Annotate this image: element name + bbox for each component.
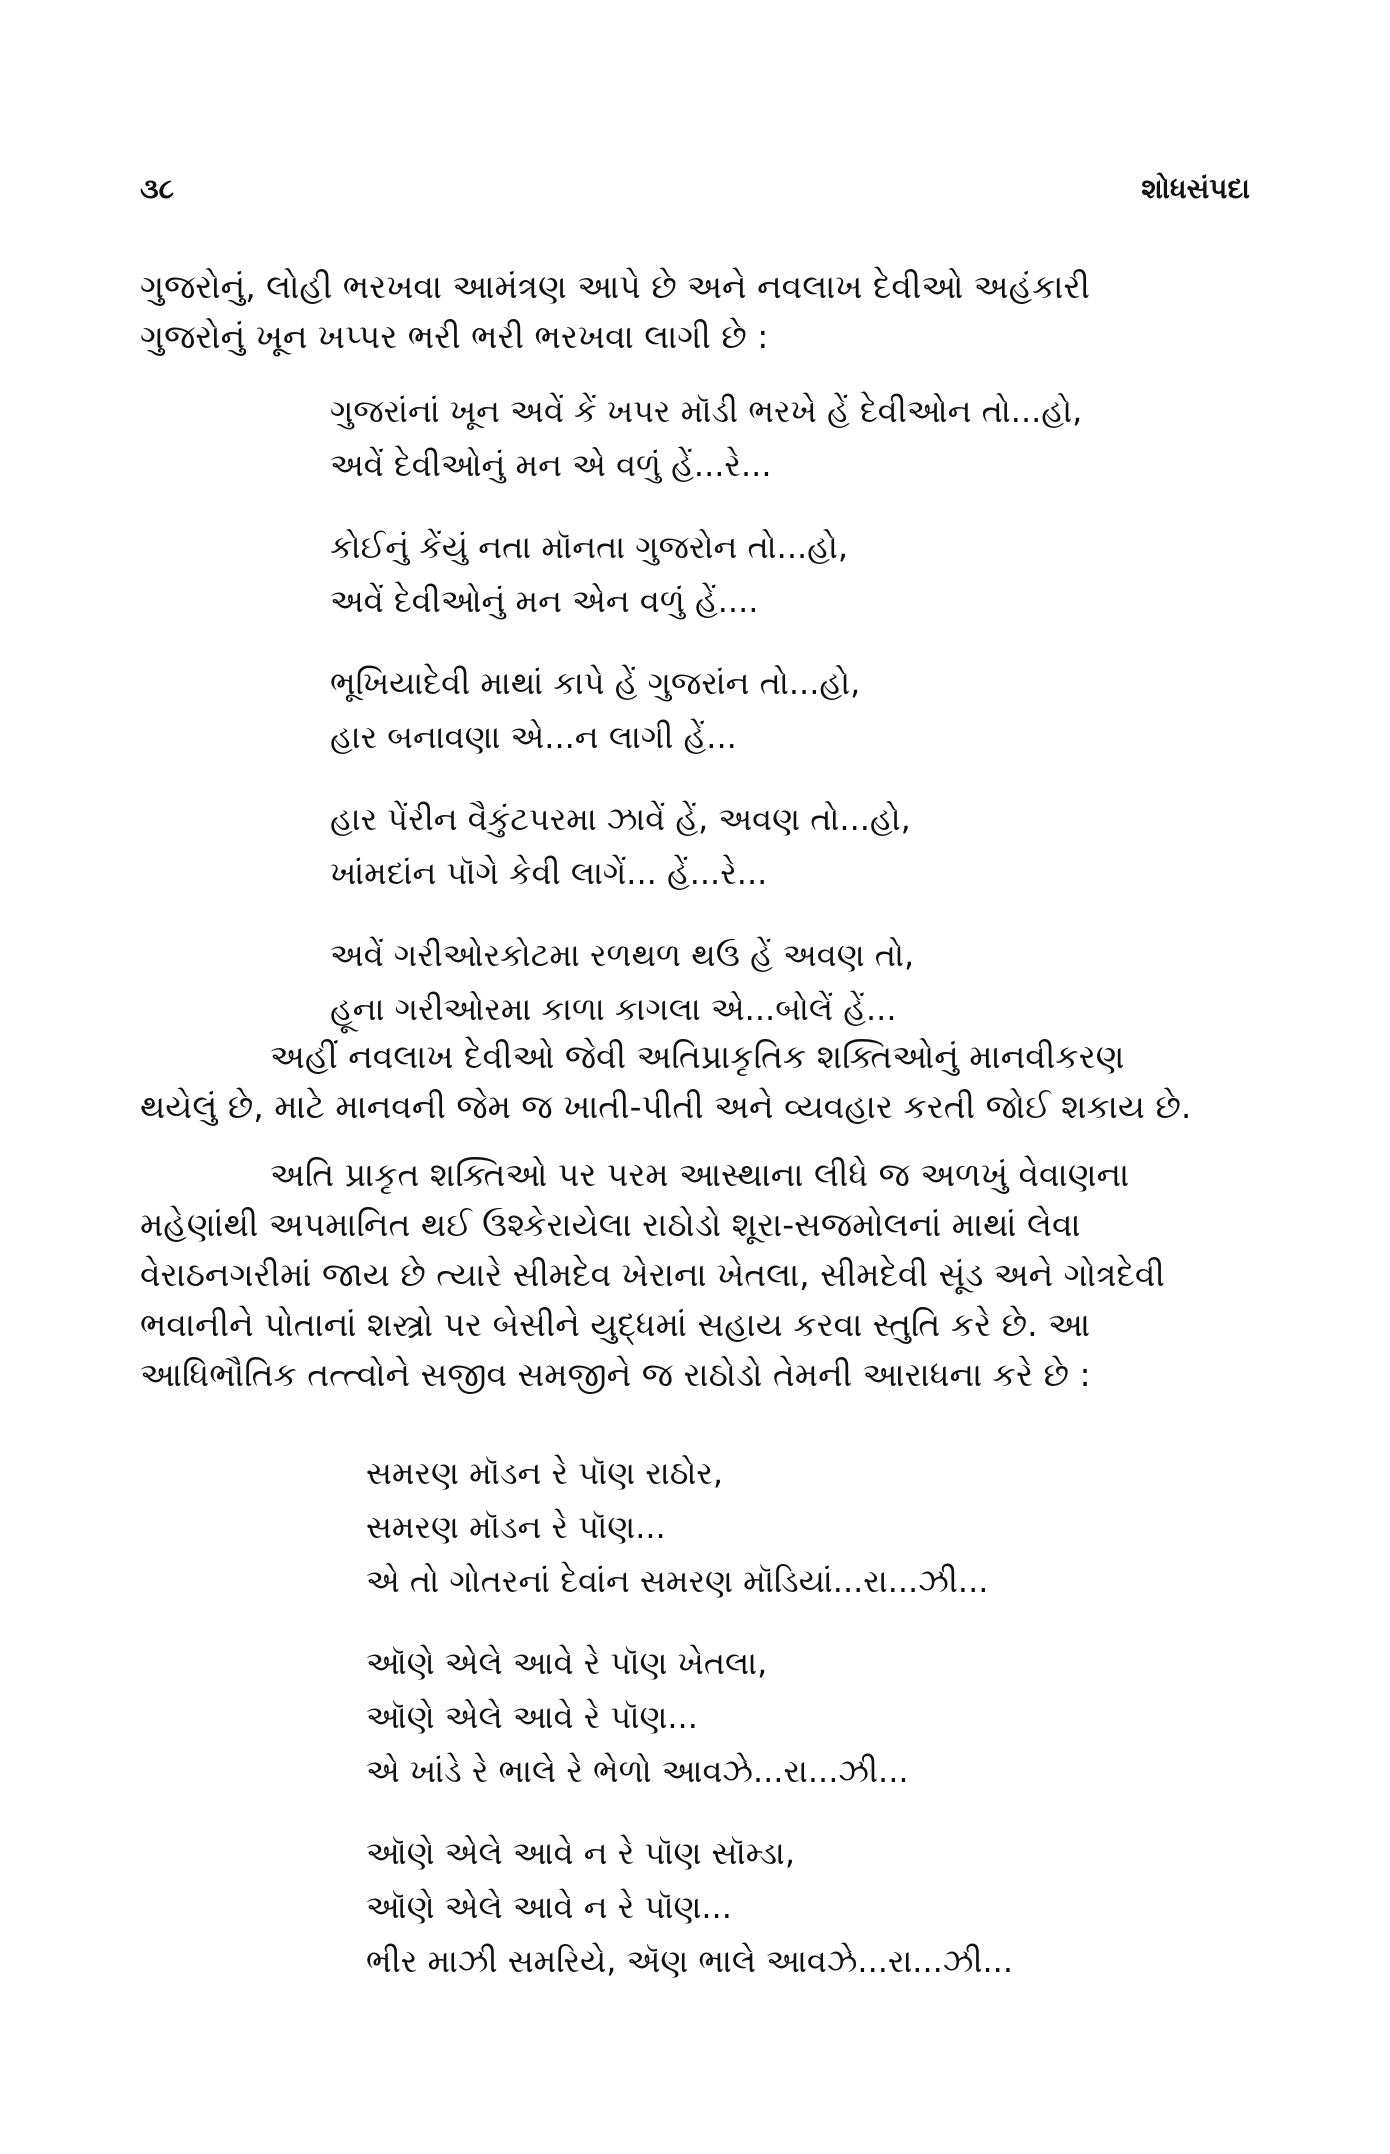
verse-line: અવેં દેવીઓનું મન એન વળું હેં.... — [330, 582, 759, 620]
verse-line: અવેં ગરીઓરકોટમા રળથળ થઉ હેં અવણ તો, — [330, 936, 915, 974]
verse-line: ભૂખિયાદેવી માથાં કાપે હેં ગુજરાંન તો...હો, — [330, 664, 861, 702]
text-line: વેરાઠનગરીમાં જાય છે ત્યારે સીમદેવ ખેરાના ખેતલા, સીમદેવી સૂંડ અને ગોત્રદેવી — [140, 1255, 1165, 1294]
verse-line: ઑણે એલે આવે રે પૉણ ખેતલા, — [366, 1644, 768, 1682]
intro-paragraph — [140, 262, 1250, 362]
paragraph-2 — [140, 1032, 1250, 1132]
verse-line: એ ખાંડે રે ભાલે રે ભેળો આવઝે...રા...ઝી... — [366, 1752, 909, 1790]
text-line: ગુજરોનું ખૂન ખપ્પર ભરી ભરી ભરખવા લાગી છે : — [140, 317, 769, 356]
page-header — [140, 172, 1250, 212]
verse-line: ઑણે એલે આવે ન રે પૉણ... — [366, 1888, 732, 1926]
verse-line: એ તો ગોતરનાં દેવાંન સમરણ મૉડિયાં...રા...ઝી... — [366, 1562, 989, 1600]
verse-line: હાર બનાવણા એ...ન લાગી હેં... — [330, 718, 737, 756]
text-line: અહીં નવલાખ દેવીઓ જેવી અતિપ્રાકૃતિક શક્તિઓનું માનવીકરણ — [270, 1037, 1125, 1076]
verse-line: હૂના ગરીઓરમા કાળા કાગલા એ...બોલેં હેં... — [330, 990, 897, 1028]
text-line: આધિભૌતિક તત્ત્વોને સજીવ સમજીને જ રાઠોડો તેમની આરાધના કરે છે : — [140, 1355, 1091, 1394]
verse-line: ઑણે એલે આવે ન રે પૉણ સૉમ્ડા, — [366, 1834, 796, 1872]
verse-line: અવેં દેવીઓનું મન એ વળું હેં...રે... — [330, 446, 772, 484]
text-line: થયેલું છે, માટે માનવની જેમ જ ખાતી-પીતી અને વ્યવહાર કરતી જોઈ શકાય છે. — [140, 1087, 1192, 1126]
verse-line: ગુજરાંનાં ખૂન અવેં કેં ખપર મૉડી ભરખે હેં દેવીઓન તો...હો, — [330, 392, 1083, 430]
folk-song-2 — [366, 1446, 1013, 1988]
verse-line: હાર પેંરીન વૈકુંટપરમા ઝાવેં હેં, અવણ તો...હો, — [330, 800, 911, 838]
verse-line: સમરણ મૉડન રે પૉણ રાઠોર, — [366, 1454, 724, 1492]
verse-line: સમરણ મૉડન રે પૉણ... — [366, 1508, 666, 1546]
verse-line: ભીર માઝી સમરિયે, ઍણ ભાલે આવઝે...રા...ઝી... — [366, 1942, 1014, 1980]
verse-line: કોઈનું કેંયું નતા મૉનતા ગુજરોન તો...હો, — [330, 528, 849, 566]
folk-song-1 — [330, 384, 1082, 1036]
text-line: અતિ પ્રાકૃત શક્તિઓ પર પરમ આસ્થાના લીધે જ અળખું વેવાણના — [270, 1155, 1130, 1194]
text-line: ભવાનીને પોતાનાં શસ્ત્રો પર બેસીને યુદ્ધમાં સહાય કરવા સ્તુતિ કરે છે. આ — [140, 1305, 1091, 1344]
text-line: મહેણાંથી અપમાનિત થઈ ઉશ્કેરાયેલા રાઠોડો શૂરા-સજમોલનાં માથાં લેવા — [140, 1205, 1081, 1244]
page-number: ૩૮ — [140, 172, 175, 205]
text-line: ગુજરોનું, લોહી ભરખવા આમંત્રણ આપે છે અને નવલાખ દેવીઓ અહંકારી — [140, 267, 1090, 306]
running-title: શોધસંપદા — [1141, 172, 1250, 205]
verse-line: ઑણે એલે આવે રે પૉણ... — [366, 1698, 698, 1736]
verse-line: ખાંમદાંન પૉગે કેવી લાગેં... હેં...રે... — [330, 854, 768, 892]
paragraph-3 — [140, 1150, 1250, 1400]
